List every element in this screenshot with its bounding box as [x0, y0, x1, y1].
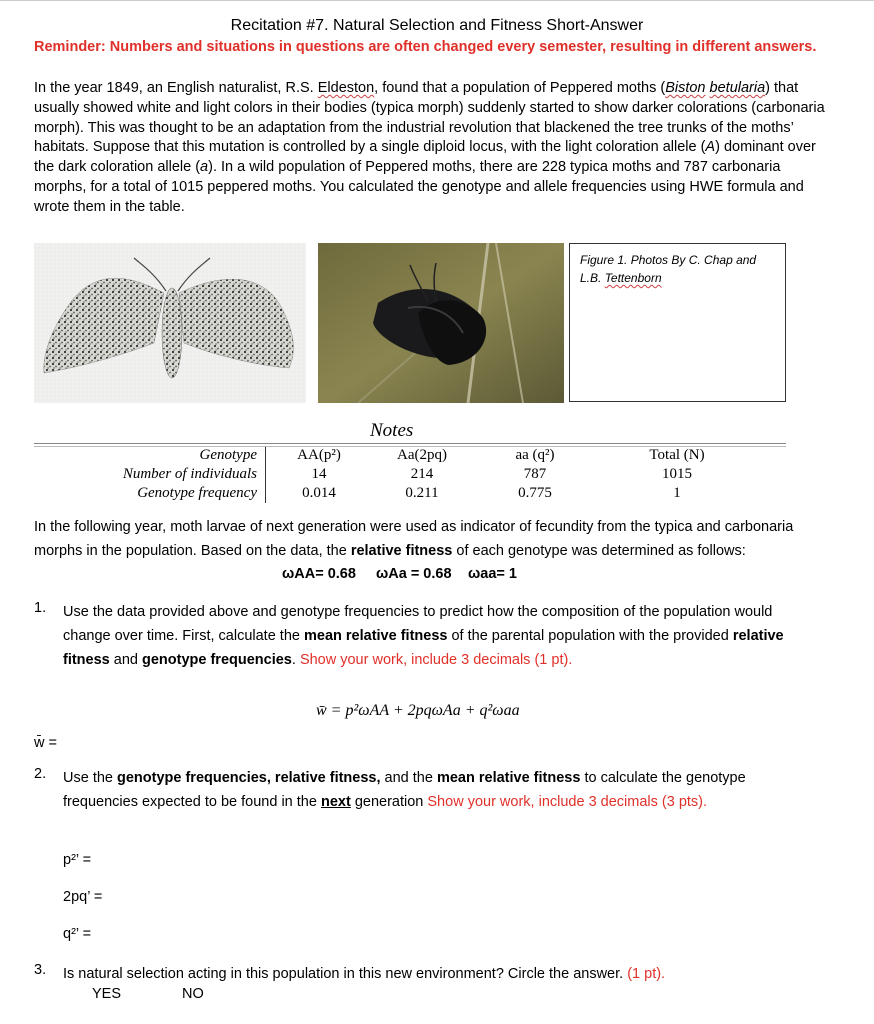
fitness-waa: ωaa= 1: [468, 566, 517, 582]
row-label-genotype: Genotype: [199, 447, 257, 463]
count-AA: 14: [311, 466, 327, 482]
fitness-wAA: ωAA= 0.68: [282, 566, 356, 582]
q1-number: 1.: [34, 600, 47, 616]
table-top-rule: [34, 443, 786, 444]
count-total: 1015: [662, 466, 692, 482]
fitness-wAa: ωAa = 0.68: [376, 566, 452, 582]
page-title: Recitation #7. Natural Selection and Fitness Short-Answer: [230, 17, 644, 34]
naturalist-name: Eldeston: [317, 80, 375, 96]
top-border: [0, 0, 874, 1]
count-Aa: 214: [410, 466, 434, 482]
count-aa: 787: [523, 466, 547, 482]
reminder-note: Reminder: Numbers and situations in questions are often changed every semester, resulting in different answers.: [34, 39, 817, 55]
q2-text: Use the genotype frequencies, relative fitness, and the mean relative fitness to calculate the genotype frequencies expected to be found in the next generation Show your work, include 3 decimals (3 pts).: [63, 770, 746, 810]
header-total: Total (N): [649, 447, 705, 463]
q2-answer-q2[interactable]: q²’ =: [63, 926, 92, 942]
header-aa: aa (q²): [515, 447, 555, 463]
fitness-paragraph: In the following year, moth larvae of next generation were used as indicator of fecundity from the typica and carbonaria morphs in the population. Based on the data, the relative fitness of each genotype was determined as follows:: [34, 519, 794, 559]
header-Aa: Aa(2pq): [397, 447, 447, 463]
table-notes-heading: Notes: [370, 420, 414, 441]
q3-number: 3.: [34, 962, 47, 978]
q3-text: Is natural selection acting in this population in this new environment? Circle the answer. (1 pt).: [63, 966, 666, 982]
answer-no[interactable]: NO: [182, 986, 204, 1002]
freq-AA: 0.014: [302, 485, 336, 501]
freq-aa: 0.775: [518, 485, 552, 501]
q2-number: 2.: [34, 766, 47, 782]
row-label-frequency: Genotype frequency: [137, 485, 257, 501]
row-label-count: Number of individuals: [122, 466, 257, 482]
figure-caption-box: Figure 1. Photos By C. Chap and L.B. Tettenborn: [569, 243, 786, 402]
q2-answer-p2[interactable]: p²’ =: [63, 852, 92, 868]
freq-Aa: 0.211: [405, 485, 439, 501]
typica-moth-photo: [34, 243, 306, 403]
q2-answer-2pq[interactable]: 2pq’ =: [63, 889, 103, 905]
species-genus: Biston: [665, 80, 706, 96]
q1-text: Use the data provided above and genotype frequencies to predict how the composition of the population would change over time. First, calculate the mean relative fitness of the parental population with the provided relative fitness and genotype frequencies. Show your work, include 3 decimals (1 pt).: [63, 604, 784, 668]
table-divider: [265, 447, 266, 503]
mean-fitness-formula: w̄ = p²ωAA + 2pqωAa + q²ωaa: [316, 702, 520, 719]
header-AA: AA(p²): [297, 447, 341, 463]
answer-yes[interactable]: YES: [92, 986, 122, 1002]
species-name: betularia: [709, 80, 766, 96]
q1-answer-line[interactable]: w̄ =: [34, 735, 57, 751]
freq-total: 1: [673, 485, 681, 501]
intro-paragraph: In the year 1849, an English naturalist, R.S. Eldeston, found that a population of Peppered moths (Biston betularia) that usually showed white and light colors in their bodies (typica morph) suddenly started to show darker colorations (carbonaria morph). This was thought to be an adaptation from the industrial revolution that blackened the tree trunks of the moths’ habitats. Suppose that this mutation is controlled by a single diploid locus, with the light coloration allele (A) dominant over the dark coloration allele (a). In a wild population of Peppered moths, there are 228 typica moths and 787 carbonaria morphs, for a total of 1015 peppered moths. You calculated the genotype and allele frequencies using HWE formula and wrote them in the table.: [34, 80, 825, 215]
carbonaria-moth-photo: [318, 243, 564, 403]
